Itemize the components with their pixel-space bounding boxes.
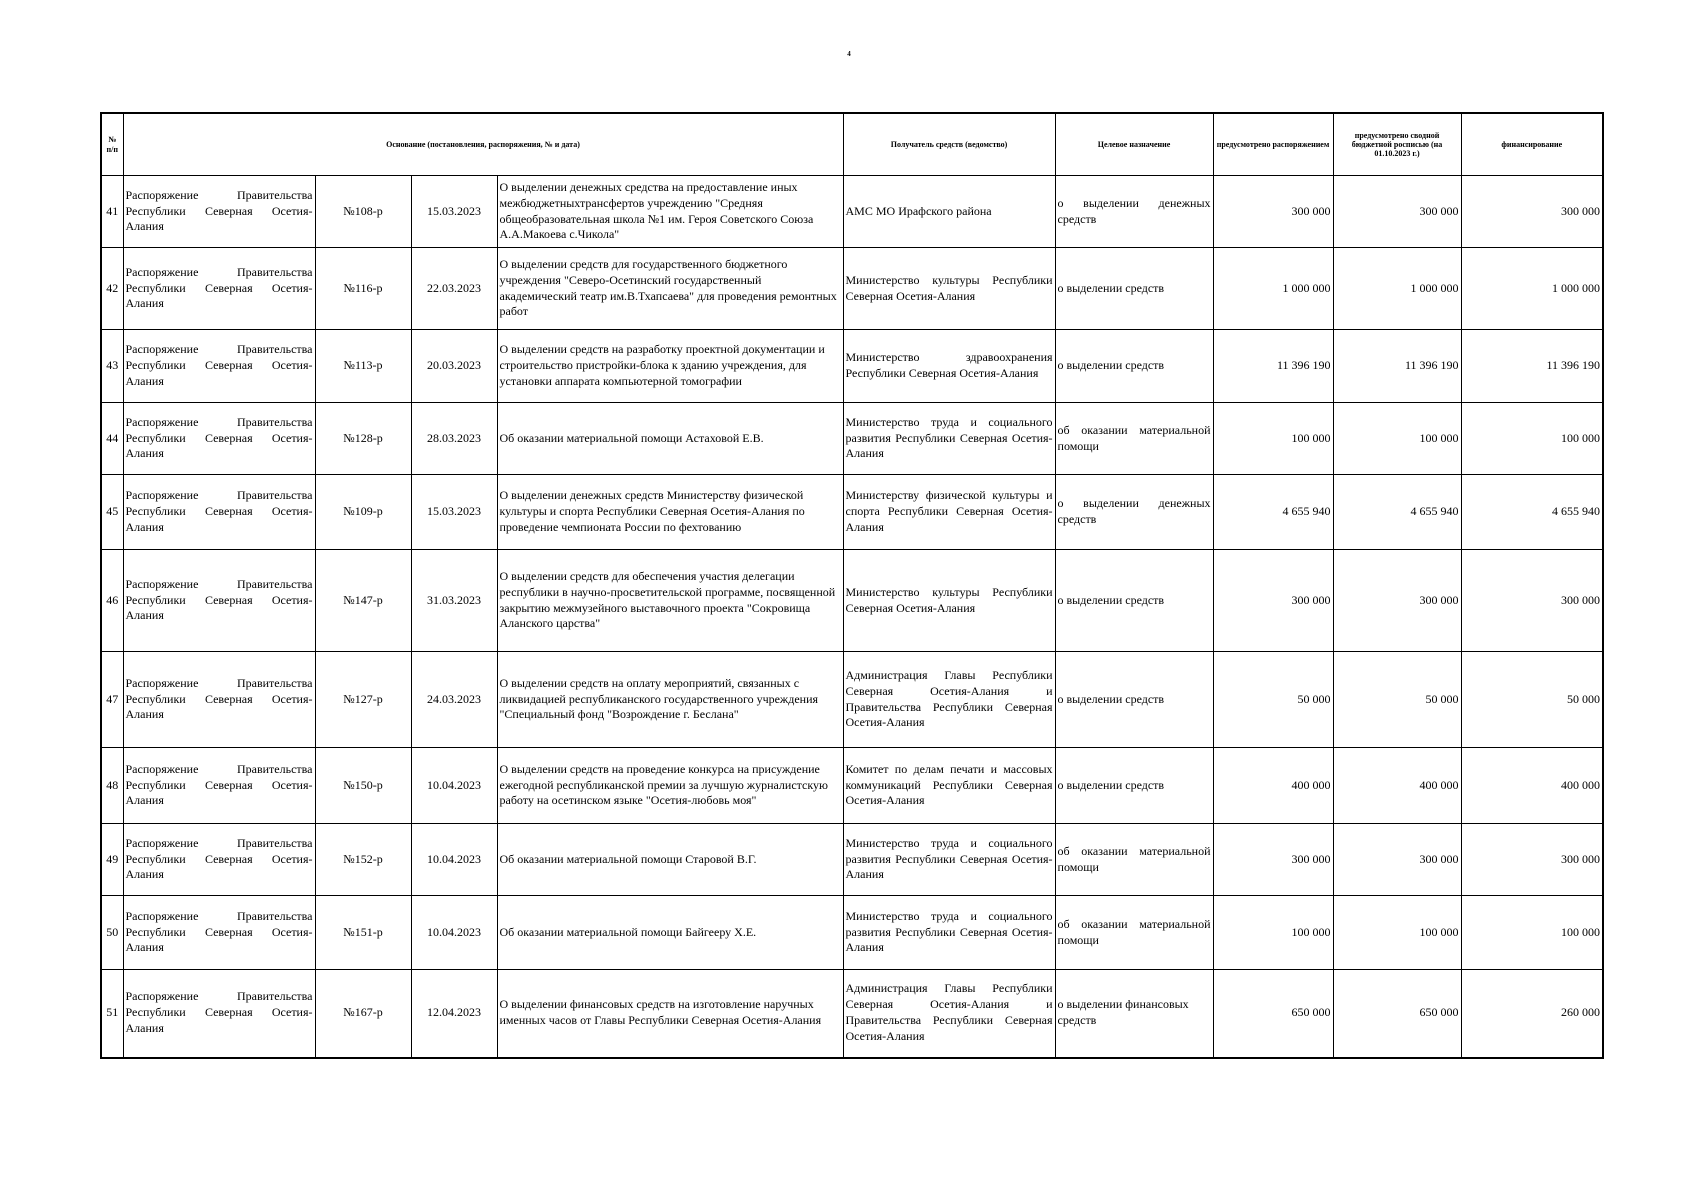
financing: 4 655 940 bbox=[1461, 475, 1603, 550]
doc-type: Распоряжение Правительства Республики Северная Осетия-Алания bbox=[123, 896, 315, 970]
planned-budget: 100 000 bbox=[1333, 403, 1461, 475]
doc-type: Распоряжение Правительства Республики Северная Осетия-Алания bbox=[123, 824, 315, 896]
table-header-row bbox=[101, 113, 1603, 176]
purpose: о выделении денежных средств bbox=[1055, 176, 1213, 248]
planned-order: 650 000 bbox=[1213, 970, 1333, 1058]
doc-date: 28.03.2023 bbox=[411, 403, 497, 475]
purpose: об оказании материальной помощи bbox=[1055, 896, 1213, 970]
header-num: № п/п bbox=[101, 113, 123, 176]
purpose: о выделении денежных средств bbox=[1055, 475, 1213, 550]
doc-type: Распоряжение Правительства Республики Северная Осетия-Алания bbox=[123, 970, 315, 1058]
planned-order: 50 000 bbox=[1213, 652, 1333, 748]
header-planned-order: предусмотрено распоряжением bbox=[1213, 113, 1333, 176]
doc-subject: О выделении средств на разработку проектной документации и строительство пристройки-блока к зданию учреждения, для установки аппарата компьютерной томографии bbox=[497, 330, 843, 403]
doc-subject: Об оказании материальной помощи Старовой В.Г. bbox=[497, 824, 843, 896]
planned-order: 11 396 190 bbox=[1213, 330, 1333, 403]
doc-number: №128-р bbox=[315, 403, 411, 475]
doc-type: Распоряжение Правительства Республики Северная Осетия-Алания bbox=[123, 652, 315, 748]
table-row bbox=[101, 748, 1603, 824]
doc-number: №167-р bbox=[315, 970, 411, 1058]
financing: 300 000 bbox=[1461, 824, 1603, 896]
doc-date: 20.03.2023 bbox=[411, 330, 497, 403]
table-row bbox=[101, 248, 1603, 330]
planned-order: 300 000 bbox=[1213, 550, 1333, 652]
doc-type: Распоряжение Правительства Республики Северная Осетия-Алания bbox=[123, 475, 315, 550]
financing: 260 000 bbox=[1461, 970, 1603, 1058]
financing: 100 000 bbox=[1461, 403, 1603, 475]
financing: 50 000 bbox=[1461, 652, 1603, 748]
financing: 300 000 bbox=[1461, 550, 1603, 652]
header-purpose: Целевое назначение bbox=[1055, 113, 1213, 176]
doc-number: №152-р bbox=[315, 824, 411, 896]
row-num: 42 bbox=[101, 248, 123, 330]
recipient: Министерству физической культуры и спорта Республики Северная Осетия-Алания bbox=[843, 475, 1055, 550]
recipient: Министерство здравоохранения Республики Северная Осетия-Алания bbox=[843, 330, 1055, 403]
purpose: о выделении средств bbox=[1055, 330, 1213, 403]
row-num: 44 bbox=[101, 403, 123, 475]
table-row bbox=[101, 475, 1603, 550]
doc-number: №127-р bbox=[315, 652, 411, 748]
doc-subject: О выделении средств для государственного бюджетного учреждения "Северо-Осетинский государственный академический театр им.В.Тхапсаева" для проведения ремонтных работ bbox=[497, 248, 843, 330]
header-financing: финансирование bbox=[1461, 113, 1603, 176]
doc-type: Распоряжение Правительства Республики Северная Осетия-Алания bbox=[123, 330, 315, 403]
row-num: 41 bbox=[101, 176, 123, 248]
planned-order: 100 000 bbox=[1213, 403, 1333, 475]
financing: 400 000 bbox=[1461, 748, 1603, 824]
recipient: Министерство труда и социального развития Республики Северная Осетия-Алания bbox=[843, 896, 1055, 970]
row-num: 49 bbox=[101, 824, 123, 896]
planned-budget: 300 000 bbox=[1333, 824, 1461, 896]
financing-table bbox=[100, 112, 1604, 1059]
planned-budget: 400 000 bbox=[1333, 748, 1461, 824]
planned-budget: 50 000 bbox=[1333, 652, 1461, 748]
doc-subject: О выделении денежных средства на предоставление иных межбюджетныхтрансфертов учреждению "Средняя общеобразовательная школа №1 им. Героя Советского Союза А.А.Макоева с.Чикола" bbox=[497, 176, 843, 248]
purpose: о выделении средств bbox=[1055, 550, 1213, 652]
doc-number: №108-р bbox=[315, 176, 411, 248]
doc-date: 24.03.2023 bbox=[411, 652, 497, 748]
planned-order: 300 000 bbox=[1213, 824, 1333, 896]
recipient: Министерство труда и социального развития Республики Северная Осетия-Алания bbox=[843, 824, 1055, 896]
doc-date: 22.03.2023 bbox=[411, 248, 497, 330]
planned-budget: 100 000 bbox=[1333, 896, 1461, 970]
doc-date: 15.03.2023 bbox=[411, 475, 497, 550]
row-num: 48 bbox=[101, 748, 123, 824]
doc-number: №150-р bbox=[315, 748, 411, 824]
doc-number: №147-р bbox=[315, 550, 411, 652]
doc-type: Распоряжение Правительства Республики Северная Осетия-Алания bbox=[123, 748, 315, 824]
doc-number: №109-р bbox=[315, 475, 411, 550]
row-num: 43 bbox=[101, 330, 123, 403]
doc-type: Распоряжение Правительства Республики Северная Осетия-Алания bbox=[123, 550, 315, 652]
doc-number: №151-р bbox=[315, 896, 411, 970]
doc-date: 10.04.2023 bbox=[411, 748, 497, 824]
planned-order: 100 000 bbox=[1213, 896, 1333, 970]
planned-order: 400 000 bbox=[1213, 748, 1333, 824]
planned-budget: 1 000 000 bbox=[1333, 248, 1461, 330]
financing: 1 000 000 bbox=[1461, 248, 1603, 330]
table-row bbox=[101, 550, 1603, 652]
doc-type: Распоряжение Правительства Республики Северная Осетия-Алания bbox=[123, 176, 315, 248]
header-recipient: Получатель средств (ведомство) bbox=[843, 113, 1055, 176]
page-number: 4 bbox=[847, 50, 851, 58]
recipient: Администрация Главы Республики Северная Осетия-Алания и Правительства Республики Северная Осетия-Алания bbox=[843, 970, 1055, 1058]
recipient: Министерство культуры Республики Северная Осетия-Алания bbox=[843, 248, 1055, 330]
recipient: АМС МО Ирафского района bbox=[843, 176, 1055, 248]
planned-order: 1 000 000 bbox=[1213, 248, 1333, 330]
row-num: 47 bbox=[101, 652, 123, 748]
purpose: об оказании материальной помощи bbox=[1055, 403, 1213, 475]
table-row bbox=[101, 403, 1603, 475]
purpose: о выделении финансовых средств bbox=[1055, 970, 1213, 1058]
financing: 300 000 bbox=[1461, 176, 1603, 248]
purpose: о выделении средств bbox=[1055, 748, 1213, 824]
doc-subject: Об оказании материальной помощи Астаховой Е.В. bbox=[497, 403, 843, 475]
row-num: 51 bbox=[101, 970, 123, 1058]
doc-date: 12.04.2023 bbox=[411, 970, 497, 1058]
row-num: 45 bbox=[101, 475, 123, 550]
row-num: 50 bbox=[101, 896, 123, 970]
financing: 11 396 190 bbox=[1461, 330, 1603, 403]
doc-subject: О выделении средств на проведение конкурса на присуждение ежегодной республиканской премии за лучшую журналистскую работу на осетинском языке "Осетия-любовь моя" bbox=[497, 748, 843, 824]
recipient: Администрация Главы Республики Северная Осетия-Алания и Правительства Республики Северная Осетия-Алания bbox=[843, 652, 1055, 748]
doc-subject: О выделении средств на оплату мероприятий, связанных с ликвидацией республиканского государственного учреждения "Специальный фонд "Возрождение г. Беслана" bbox=[497, 652, 843, 748]
doc-subject: Об оказании материальной помощи Байгееру Х.Е. bbox=[497, 896, 843, 970]
recipient: Комитет по делам печати и массовых коммуникаций Республики Северная Осетия-Алания bbox=[843, 748, 1055, 824]
doc-subject: О выделении финансовых средств на изготовление наручных именных часов от Главы Республики Северная Осетия-Алания bbox=[497, 970, 843, 1058]
table-row bbox=[101, 896, 1603, 970]
planned-budget: 300 000 bbox=[1333, 176, 1461, 248]
financing: 100 000 bbox=[1461, 896, 1603, 970]
header-basis: Основание (постановления, распоряжения, № и дата) bbox=[123, 113, 843, 176]
table-row bbox=[101, 652, 1603, 748]
purpose: об оказании материальной помощи bbox=[1055, 824, 1213, 896]
planned-budget: 650 000 bbox=[1333, 970, 1461, 1058]
header-planned-budget: предусмотрено сводной бюджетной росписью (на 01.10.2023 г.) bbox=[1333, 113, 1461, 176]
planned-budget: 4 655 940 bbox=[1333, 475, 1461, 550]
planned-budget: 300 000 bbox=[1333, 550, 1461, 652]
doc-date: 15.03.2023 bbox=[411, 176, 497, 248]
planned-budget: 11 396 190 bbox=[1333, 330, 1461, 403]
table-row bbox=[101, 176, 1603, 248]
recipient: Министерство труда и социального развития Республики Северная Осетия-Алания bbox=[843, 403, 1055, 475]
planned-order: 300 000 bbox=[1213, 176, 1333, 248]
doc-date: 10.04.2023 bbox=[411, 896, 497, 970]
doc-date: 10.04.2023 bbox=[411, 824, 497, 896]
recipient: Министерство культуры Республики Северная Осетия-Алания bbox=[843, 550, 1055, 652]
doc-type: Распоряжение Правительства Республики Северная Осетия-Алания bbox=[123, 248, 315, 330]
row-num: 46 bbox=[101, 550, 123, 652]
doc-subject: О выделении денежных средств Министерству физической культуры и спорта Республики Северная Осетия-Алания по проведение чемпионата России по фехтованию bbox=[497, 475, 843, 550]
doc-number: №116-р bbox=[315, 248, 411, 330]
purpose: о выделении средств bbox=[1055, 248, 1213, 330]
doc-subject: О выделении средств для обеспечения участия делегации республики в научно-просветительской программе, посвященной закрытию межмузейного выставочного проекта "Сокровища Аланского царства" bbox=[497, 550, 843, 652]
planned-order: 4 655 940 bbox=[1213, 475, 1333, 550]
doc-type: Распоряжение Правительства Республики Северная Осетия-Алания bbox=[123, 403, 315, 475]
purpose: о выделении средств bbox=[1055, 652, 1213, 748]
doc-number: №113-р bbox=[315, 330, 411, 403]
table-row bbox=[101, 824, 1603, 896]
doc-date: 31.03.2023 bbox=[411, 550, 497, 652]
table-row bbox=[101, 330, 1603, 403]
table-row bbox=[101, 970, 1603, 1058]
